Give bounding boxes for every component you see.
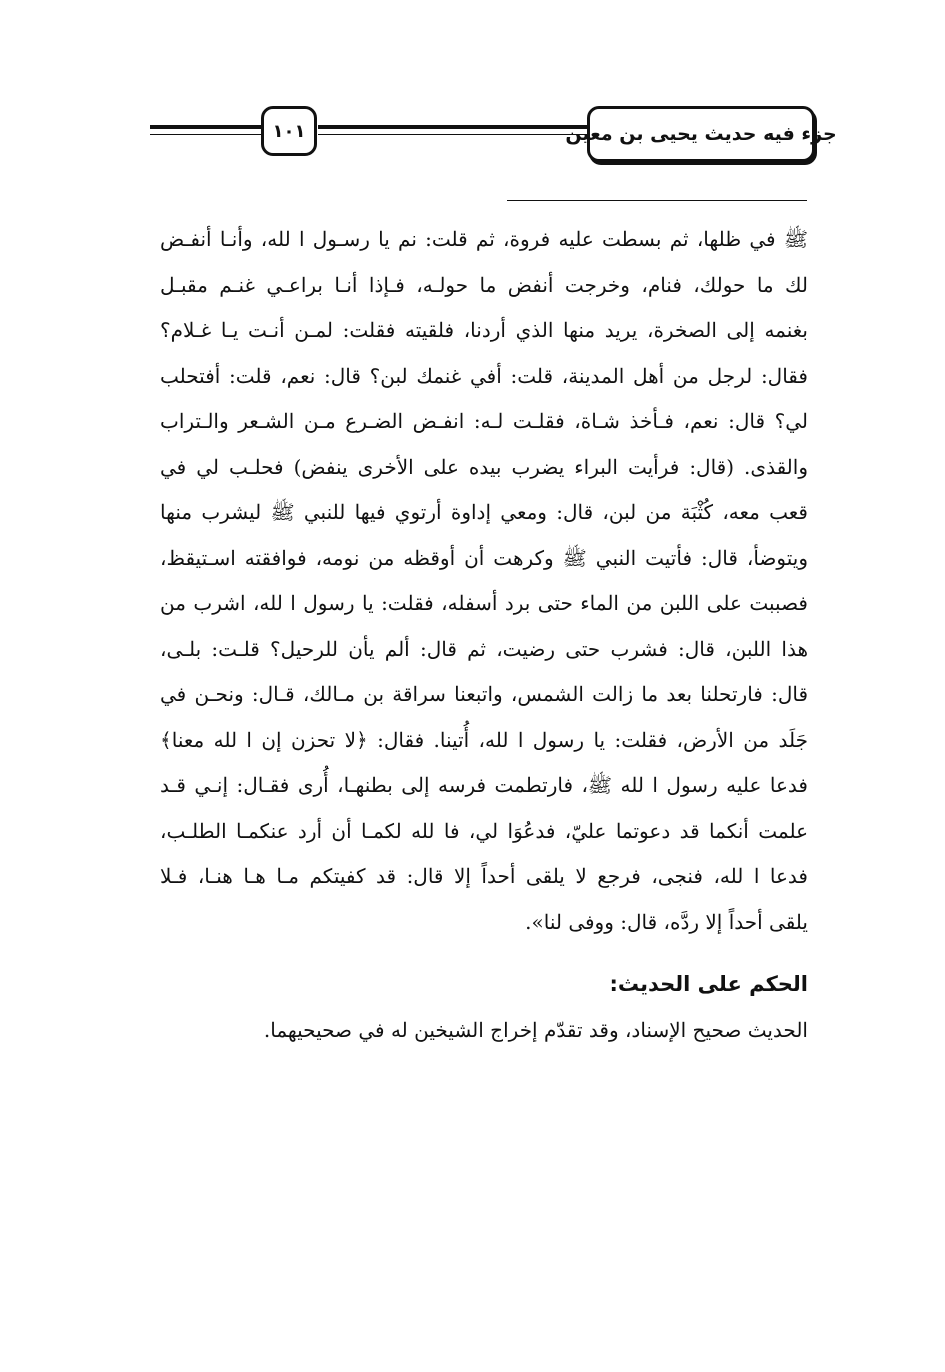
text-line: ويتوضأ، قال: فأتيت النبي ﷺ وكرهت أن أوقظه من نومه، فوافقته اسـتيقظ، [160,545,808,570]
text-line: هذا اللبن، قال: فشرب حتى رضيت، ثم قال: ألم يأن للرحيل؟ قلـت: بلـى، [160,636,808,661]
header-rule-thin-left [150,134,262,135]
text-line: لك ما حولك، فنام، وخرجت أنفض ما حولـه، فـإذا أنـا براعـي غنـم مقبـل [160,272,808,297]
text-line: بغنمه إلى الصخرة، يريد منها الذي أردنا، فلقيته فقلت: لمـن أنـت يـا غـلام؟ [160,318,808,342]
page-header [150,103,837,165]
text-line: لي؟ قال: نعم، فـأخذ شـاة، فقلـت لـه: انفـض الضـرع مـن الشـعر والـتراب [160,409,808,433]
header-rule-thin-middle [318,134,588,135]
book-title: جزء فيه حديث يحيى بن معين [587,106,815,162]
header-rule-thick-middle [318,125,588,129]
header-divider [507,200,807,201]
text-line: فصببت على اللبن من الماء حتى برد أسفله، فقلت: يا رسول ا لله، اشرب من [160,591,808,615]
text-line: جَلَد من الأرض، فقلت: يا رسول ا لله، أُتينا. فقال: ﴿لا تحزن إن ا لله معنا﴾ [160,727,808,752]
text-line: فدعا عليه رسول ا لله ﷺ، فارتطمت فرسه إلى بطنهـا، أُرى فقـال: إنـي قـد [160,773,808,797]
header-rule-thick-left [150,125,262,129]
page-number: ١٠١ [261,106,317,156]
text-line: يلقى أحداً إلا ردَّه، قال: ووفى لنا». [525,909,808,934]
text-line: فدعا ا لله، فنجى، فرجع لا يلقى أحداً إلا قال: قد كفيتكم مـا هـا هنـا، فـلا [160,864,808,888]
text-line: فقال: لرجل من أهل المدينة، قلت: أفي غنمك لبن؟ قال: نعم، قلت: أفتحلب [160,363,808,388]
text-line: والقذى. (قال: فرأيت البراء يضرب بيده على الأخرى ينفض) فحلـب لي في [160,454,808,479]
hadith-verdict: الحديث صحيح الإسناد، وقد تقدّم إخراج الشيخين له في صحيحيهما. [263,1018,808,1042]
hadith-text [160,217,808,945]
text-line: علمت أنكما قد دعوتما عليّ، فدعُوَا لي، فا لله لكمـا أن أرد عنكمـا الطلـب، [160,818,808,843]
section-heading: الحكم على الحديث: [609,972,808,996]
text-line: قعب معه، كُثْبَة من لبن، قال: ومعي إداوة أرتوي فيها للنبي ﷺ ليشرب منها [160,500,808,524]
text-line: قال: فارتحلنا بعد ما زالت الشمس، واتبعنا سراقة بن مـالك، قـال: ونحـن في [160,682,808,706]
text-line: ﷺ في ظلها، ثم بسطت عليه فروة، ثم قلت: نم يا رسـول ا لله، وأنـا أنفـض [160,227,808,251]
